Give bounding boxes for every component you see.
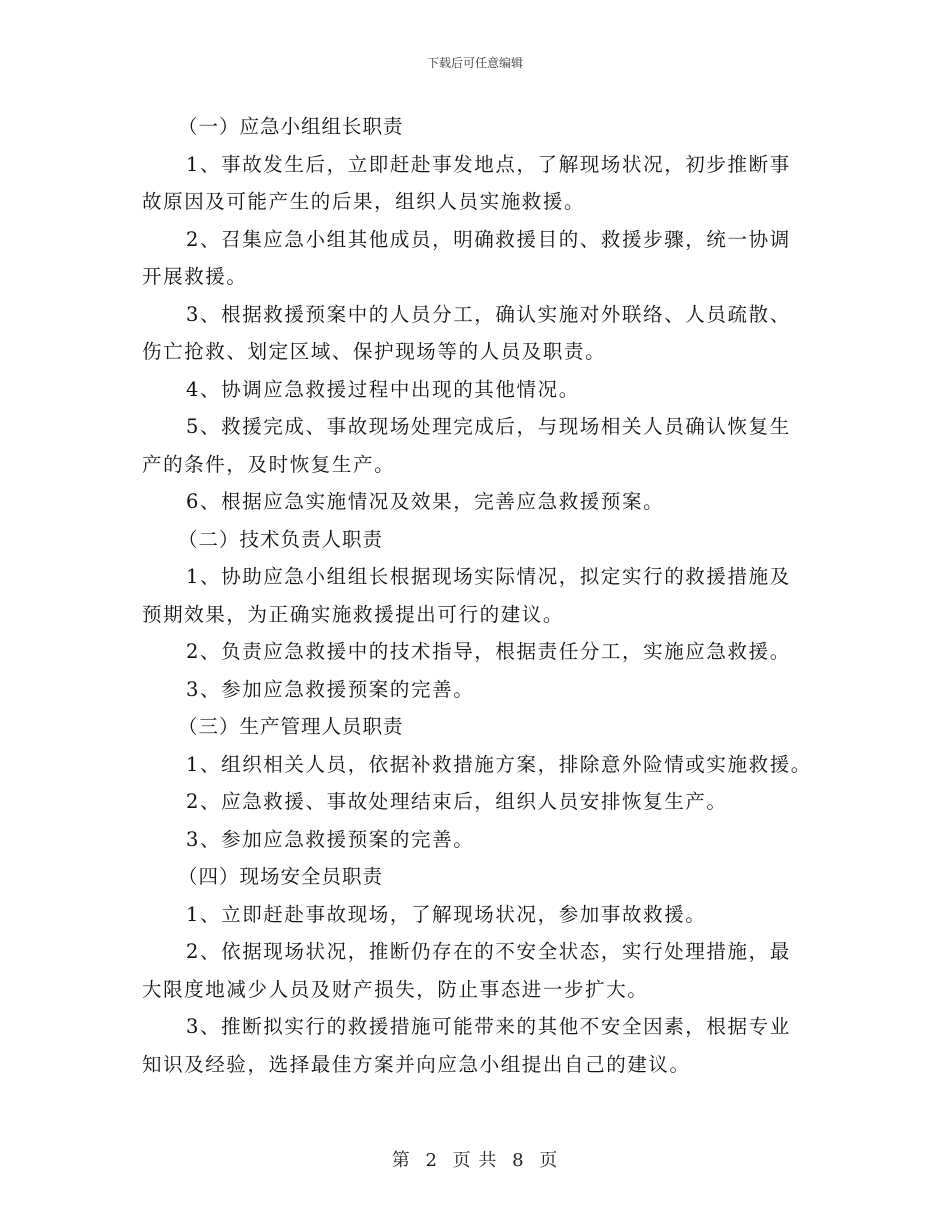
document-body (142, 108, 832, 1083)
paragraph-line: 2、召集应急小组其他成员，明确救援目的、救援步骤，统一协调 (186, 227, 791, 251)
total-page-count: 8 (512, 1150, 525, 1171)
footer-prefix: 第 (391, 1150, 411, 1171)
section-heading: （二）技术负责人职责 (178, 527, 384, 551)
paragraph-line: 3、推断拟实行的救援措施可能带来的其他不安全因素，根据专业 (186, 1015, 791, 1038)
paragraph-line: 1、立即赶赴事故现场，了解现场状况，参加事故救援。 (186, 902, 707, 926)
header-note: 下载后可任意编辑 (426, 56, 523, 70)
paragraph-line: 伤亡抢救、划定区域、保护现场等的人员及职责。 (142, 340, 607, 363)
paragraph-line: 4、协调应急救援过程中出现的其他情况。 (186, 377, 580, 401)
paragraph-line: 1、组织相关人员，依据补救措施方案，排除意外险情或实施救援。 (186, 752, 812, 776)
paragraph-line: 6、根据应急实施情况及效果，完善应急救援预案。 (186, 490, 665, 513)
paragraph-line: 产的条件，及时恢复生产。 (142, 452, 396, 476)
page-footer (0, 1146, 950, 1172)
section-heading: （三）生产管理人员职责 (178, 715, 404, 738)
paragraph-line: 1、事故发生后，立即赶赴事发地点，了解现场状况，初步推断事 (186, 152, 791, 176)
footer-mid: 页 共 (452, 1150, 498, 1171)
current-page-number: 2 (425, 1150, 438, 1171)
section-heading: （四）现场安全员职责 (178, 865, 384, 888)
paragraph-line: 3、参加应急救援预案的完善。 (186, 827, 475, 851)
paragraph-line: 2、负责应急救援中的技术指导，根据责任分工，实施应急救援。 (186, 640, 791, 663)
footer-suffix: 页 (539, 1150, 559, 1171)
paragraph-line: 3、根据救援预案中的人员分工，确认实施对外联络、人员疏散、 (186, 302, 791, 326)
paragraph-line: 3、参加应急救援预案的完善。 (186, 677, 475, 701)
paragraph-line: 2、应急救援、事故处理结束后，组织人员安排恢复生产。 (186, 790, 728, 813)
paragraph-line: 开展救援。 (142, 265, 248, 288)
paragraph-line: 1、协助应急小组组长根据现场实际情况，拟定实行的救援措施及 (186, 565, 791, 588)
paragraph-line: 知识及经验，选择最佳方案并向应急小组提出自己的建议。 (142, 1052, 691, 1076)
paragraph-line: 故原因及可能产生的后果，组织人员实施救援。 (142, 190, 586, 213)
paragraph-line: 预期效果，为正确实施救援提出可行的建议。 (142, 602, 565, 626)
paragraph-line: 5、救援完成、事故现场处理完成后，与现场相关人员确认恢复生 (186, 415, 791, 438)
paragraph-line: 2、依据现场状况，推断仍存在的不安全状态，实行处理措施，最 (186, 940, 791, 963)
section-heading: （一）应急小组组长职责 (178, 115, 404, 138)
paragraph-line: 大限度地减少人员及财产损失，防止事态进一步扩大。 (142, 977, 649, 1001)
